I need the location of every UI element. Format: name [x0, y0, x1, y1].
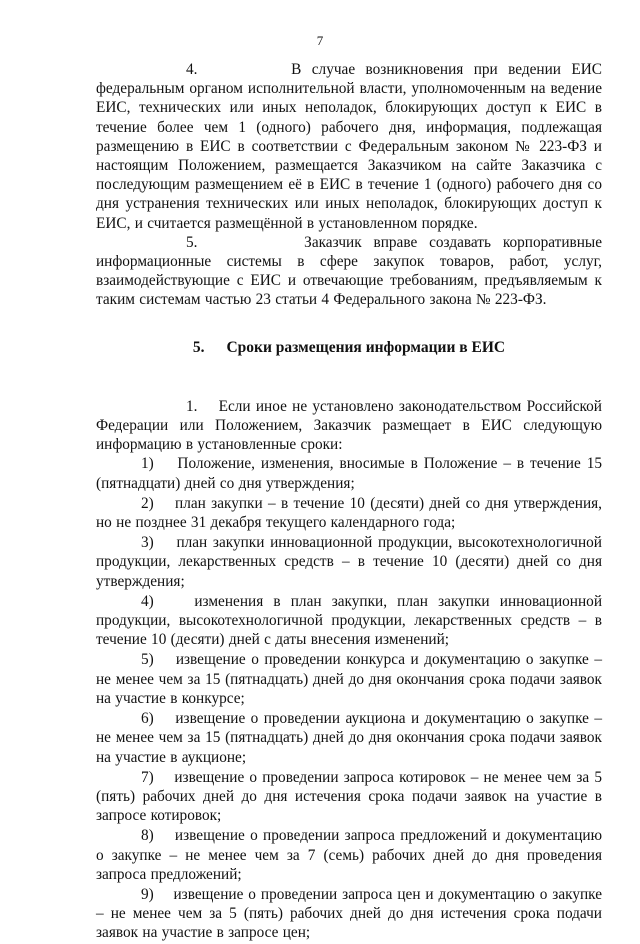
section-title: Сроки размещения информации в ЕИС — [226, 338, 506, 356]
paragraph-text: Заказчик вправе создавать корпоративные информационные системы в сфере закупок товаров, работ, услуг, взаимодействующие с ЕИС и отвечающие требованиям, предъявляемым к таким системам частью 23 статьи 4 Федерального закона № 223-ФЗ. — [96, 233, 602, 309]
paragraph-number: 4. — [186, 61, 198, 78]
paragraph-number: 1. — [186, 397, 198, 415]
list-item-number: 6) — [141, 710, 154, 728]
list-item-1 — [96, 454, 602, 492]
paragraph-4 — [96, 60, 602, 233]
list-item-8 — [96, 826, 602, 884]
page-content — [96, 60, 602, 944]
list-item-text: извещение о проведении запроса котировок – не менее чем за 5 (пять) рабочих дней до дня истечения срока подачи заявок на участие в запросе котировок; — [96, 768, 603, 825]
list-item-7 — [96, 768, 602, 826]
list-item-text: извещение о проведении запроса цен и документацию о закупке – не менее чем за 5 (пять) рабочих дней до дня истечения срока подачи заявок на участие в запросе цен; — [96, 885, 602, 942]
paragraph-text: Если иное не установлено законодательством Российской Федерации или Положением, Заказчик размещает в ЕИС следующую информацию в установленные сроки: — [96, 397, 602, 454]
list-item-text: план закупки инновационной продукции, высокотехнологичной продукции, лекарственных средств – в течение 10 (десяти) дней со дня утверждения; — [96, 534, 602, 590]
list-item-text: изменения в план закупки, план закупки инновационной продукции, высокотехнологичной продукции, лекарственных средств – в течение 10 (десяти) дней с даты внесения изменений; — [96, 592, 603, 649]
list-item-number: 4) — [141, 592, 154, 610]
list-item-text: извещение о проведении запроса предложений и документацию о закупке – не менее чем за 7 (семь) рабочих дней до дня проведения запроса предложений; — [96, 827, 603, 883]
paragraph-number: 5. — [186, 233, 198, 251]
list-item-4 — [96, 592, 602, 650]
paragraph-5 — [96, 233, 602, 310]
list-item-3 — [96, 533, 602, 591]
list-item-9 — [96, 885, 602, 943]
list-item-5 — [96, 650, 602, 708]
list-item-number: 1) — [141, 455, 154, 473]
page-number: 7 — [316, 33, 324, 48]
list-item-text: план закупки – в течение 10 (десяти) дней со дня утверждения, но не позднее 31 декабря текущего календарного года; — [96, 494, 602, 532]
list-item-number: 8) — [141, 827, 154, 845]
section-number: 5. — [192, 338, 205, 356]
list-item-number: 5) — [141, 651, 154, 669]
section-intro — [96, 397, 602, 455]
list-item-text: извещение о проведении конкурса и документацию о закупке – не менее чем за 15 (пятнадцать) дней до дня окончания срока подачи заявок на участие в конкурсе; — [96, 651, 602, 707]
list-item-number: 3) — [141, 534, 154, 552]
list-item-2 — [96, 494, 602, 532]
list-item-text: Положение, изменения, вносимые в Положение – в течение 15 (пятнадцати) дней со дня утверждения; — [96, 455, 602, 492]
list-item-6 — [96, 709, 602, 767]
list-item-text: извещение о проведении аукциона и документацию о закупке – не менее чем за 15 (пятнадцать) дней до дня окончания срока подачи заявок на участие в аукционе; — [96, 710, 602, 766]
list-item-number: 7) — [141, 768, 154, 786]
list-item-number: 2) — [141, 494, 154, 512]
list-item-number: 9) — [141, 885, 154, 903]
paragraph-text: В случае возникновения при ведении ЕИС федеральным органом исполнительной власти, уполномоченным на ведение ЕИС, технических или иных неполадок, блокирующих доступ к ЕИС в течение более чем 1 (одного) рабочего дня, информация, подлежащая размещению в ЕИС в соответствии с Федеральным законом № 223-ФЗ и настоящим Положением, размещается Заказчиком на сайте Заказчика с последующим размещением её в ЕИС в течение 1 (одного) рабочего дня со дня устранения технических или иных неполадок, блокирующих доступ к ЕИС, и считается размещённой в установленном порядке. — [96, 61, 602, 232]
section-heading — [96, 338, 602, 357]
